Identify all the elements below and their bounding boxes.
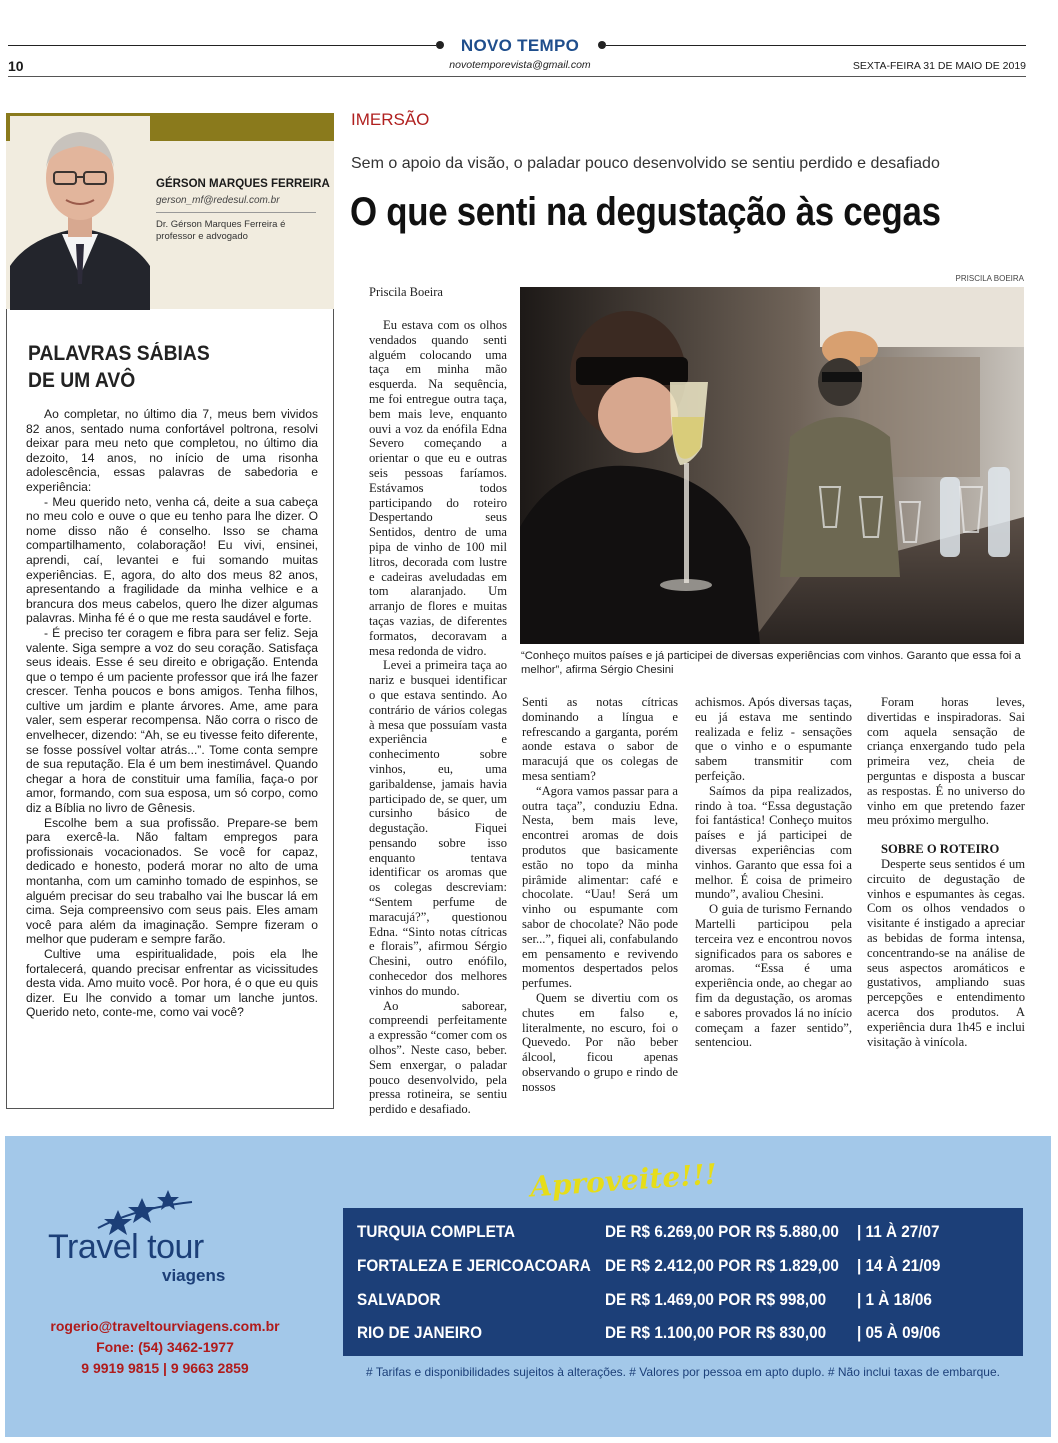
offer-dates: | 11 À 27/07 xyxy=(857,1222,940,1241)
offer-row[interactable] xyxy=(357,1323,1017,1356)
photo-credit: PRISCILA BOEIRA xyxy=(955,274,1024,283)
header-dot-right xyxy=(598,41,606,49)
offer-destination: FORTALEZA E JERICOACOARA xyxy=(357,1256,591,1275)
column-body xyxy=(26,407,318,1020)
offer-row[interactable] xyxy=(357,1290,1017,1323)
offer-dates: | 1 À 18/06 xyxy=(857,1290,932,1309)
author-email[interactable]: gerson_mf@redesul.com.br xyxy=(156,195,280,206)
ad-logo-subtext: viagens xyxy=(162,1266,226,1285)
offer-price: DE R$ 1.469,00 POR R$ 998,00 xyxy=(605,1290,827,1309)
offer-price: DE R$ 6.269,00 POR R$ 5.880,00 xyxy=(605,1222,839,1241)
article-paragraph: “Agora vamos passar para a outra taça”, conduziu Edna. Nesta, bem mais leve, encontrei aromas de dois produtos que basicamente estão no topo da minha pirâmide alimentar: café e chocolate. “Uau! Será um vinho ou espumante com sabor de chocolate? Não pode ser...”, fiquei ali, confabulando em pensamento e revivendo momentos despertados pelos perfumes. xyxy=(522,783,678,991)
promo-title: Aproveite!!! xyxy=(529,1157,719,1204)
offer-destination: TURQUIA COMPLETA xyxy=(357,1222,516,1241)
author-bio: Dr. Gérson Marques Ferreira é professor e advogado xyxy=(156,219,286,242)
article-headline: O que senti na degustação às cegas xyxy=(350,190,941,234)
author-portrait xyxy=(10,116,150,310)
box-heading: SOBRE O ROTEIRO xyxy=(881,842,1000,857)
photo-caption: “Conheço muitos países e já participei de diversas experiências com vinhos. Garanto que essa foi a melhor”, afirma Sérgio Chesini xyxy=(521,650,1021,676)
offer-destination: SALVADOR xyxy=(357,1290,441,1309)
article-paragraph: Quem se divertiu com os chutes em falso e, literalmente, no escuro, foi o Quevedo. Por não beber álcool, ficou apenas observando o grupo e rindo de nossos xyxy=(522,990,678,1094)
offer-dates: | 05 À 09/06 xyxy=(857,1323,941,1342)
ad-mobile[interactable]: 9 9919 9815 | 9 9663 2859 xyxy=(81,1360,249,1376)
column-paragraph: Cultive uma espiritualidade, pois ela lhe fortalecerá, quando precisar enfrentar as vicissitudes desta vida. Amo muito você. Por hora, é o que eu quis dizer. Eu lhe convido a tomar um lanche juntos. Querido neto, conte-me, como vai você? xyxy=(26,946,318,1020)
article-column-2 xyxy=(522,695,678,1095)
column-title-line-1: PALAVRAS SÁBIAS xyxy=(28,342,210,365)
article-paragraph: Ao saborear, compreendi perfeitamente a expressão “comer com os olhos”. Neste caso, beber. Sem enxergar, o paladar pouco desenvolvido, pela pressa rotineira, se sentiu perdido e desafiado. xyxy=(369,998,507,1117)
column-title xyxy=(28,340,295,394)
column-paragraph: Ao completar, no último dia 7, meus bem vividos 82 anos, sentado numa confortável poltrona, resolvi deixar para meu neto que completou, no último dia dezoito, 14 anos, no início de uma risonha adolescência, essas palavras de sabedoria e experiência: xyxy=(26,407,318,494)
ad-email[interactable]: rogerio@traveltourviagens.com.br xyxy=(50,1318,280,1334)
edition-date: SEXTA-FEIRA 31 DE MAIO DE 2019 xyxy=(852,60,1026,72)
newspaper-email[interactable]: novotemporevista@gmail.com xyxy=(449,59,591,71)
ad-contact-block xyxy=(20,1316,310,1379)
header-divider xyxy=(8,76,1026,77)
article-paragraph: Foram horas leves, divertidas e inspiradoras. Sai com aquela sensação de criança enxergando tudo pela primeira vez, cheia de perguntas e disposta a buscar as respostas. É no universo do vinho em que pretendo fazer meu próximo mergulho. xyxy=(867,695,1025,828)
column-title-line-2: DE UM AVÔ xyxy=(28,369,136,392)
page-number: 10 xyxy=(8,58,24,74)
header-rule-right xyxy=(606,45,1026,46)
ad-logo-text: Travel tour xyxy=(48,1228,204,1266)
offer-destination: RIO DE JANEIRO xyxy=(357,1323,482,1342)
article-paragraph: O guia de turismo Fernando Martelli participou pela terceira vez e encontrou novos significados para os sabores e aromas. “Essa é uma experiência onde, ao chegar ao fim da degustação, os aromas e sabores provados lá no início começam a fazer sentido”, sentenciou. xyxy=(695,902,852,1050)
article-column-4 xyxy=(867,695,1025,1049)
article-paragraph: Levei a primeira taça ao nariz e busquei identificar o que estava sentindo. Ao contrário de vários colegas à mesa que possuíam vasta experiência e conhecimento sobre vinhos, eu, uma garibaldense, jamais havia participado de, se quer, um cursinho básico de degustação. Fiquei pensando sobre isso enquanto tentava identificar os aromas que os colegas descreviam: “Sentem perfume de maracujá?”, questionou Edna. “Sinto notas cítricas e florais”, afirmou Sérgio Chesini, outro enófilo, conhecedor dos melhores vinhos do mundo. xyxy=(369,658,507,998)
column-paragraph: Escolhe bem a sua profissão. Prepare-se bem para exercê-la. Não faltam empregos para profissionais vocacionados. Se você for capaz, dedicado e honesto, poderá morar no alto de uma montanha, com um caminho tomado de espinhos, se alguém precisar do seu trabalho vai lhe buscar lá em cima. Seja compreensivo com seus pais. Eles amam você para além da imaginação. Sempre fizeram o melhor que puderam e sempre farão. xyxy=(26,815,318,947)
ad-disclaimer: # Tarifas e disponibilidades sujeitos à alterações. # Valores por pessoa em apto duplo. # Não inclui taxas de embarque. xyxy=(366,1365,1000,1379)
box-paragraph: Desperte seus sentidos é um circuito de degustação de vinhos e espumantes às cegas. Com os olhos vendados o visitante é instigado a apreciar as bebidas de forma intensa, concentrando-se na análise de seus aspectos aromáticos e gustativos, ampliando suas percepções e entendimento acerca dos produtos. A experiência dura 1h45 e inclui visitação à vinícola. xyxy=(867,856,1025,1049)
header-rule-left xyxy=(8,45,436,46)
author-divider xyxy=(156,212,316,213)
offer-dates: | 14 À 21/09 xyxy=(857,1256,941,1275)
author-name: GÉRSON MARQUES FERREIRA xyxy=(156,178,330,190)
offer-row[interactable] xyxy=(357,1256,1017,1289)
newspaper-title: NOVO TEMPO xyxy=(460,36,580,55)
article-column-1 xyxy=(369,318,507,1117)
article-paragraph: Senti as notas cítricas dominando a língua e refrescando a garganta, porém aonde estava o sabor de maracujá que os colegas de mesa sentiam? xyxy=(522,695,678,783)
offer-price: DE R$ 1.100,00 POR R$ 830,00 xyxy=(605,1323,827,1342)
article-subtitle: Sem o apoio da visão, o paladar pouco desenvolvido se sentiu perdido e desafiado xyxy=(351,155,940,172)
column-paragraph: - Meu querido neto, venha cá, deite a sua cabeça no meu colo e ouve o que eu tenho para lhe dizer. O nome disso não é conselho. Isso se chama compartilhamento, colaboração! Eu vivi, ensinei, aprendi, caí, levantei e fui somando muitas experiências. E, agora, do alto dos meus 82 anos, apresentando a fragilidade da minha velhice e a brancura dos meus cabelos, quero lhe dizer algumas palavras. Minha fé é o que me resta saudável e forte. xyxy=(26,494,318,626)
article-paragraph: Saímos da pipa realizados, rindo à toa. “Essa degustação foi fantástica! Conheço muitos países e já participei de diversas experiências com vinhos. Garanto que essa foi a melhor. É coisa de primeiro mundo”, avaliou Chesini. xyxy=(695,783,852,902)
article-column-3 xyxy=(695,695,852,1050)
offer-row[interactable] xyxy=(357,1222,1017,1255)
column-paragraph: - É preciso ter coragem e fibra para ser feliz. Seja valente. Siga sempre a voz do seu coração. Satisfaça seus ideais. Esse é seu direito e obrigação. Entenda que o tempo é um paciente professor que irá lhe fazer crescer. Tenha poucos e bons amigos. Tenha filhos, cultive um jardim e plante árvores. Ame, ame para valer, sem esperar recompensa. Não corra o risco de envelhecer, dizendo: “Ah, se eu tivesse feito diferente, se fosse possível voltar atrás...”. Tome conta sempre de sua reputação. Ela é um bem inestimável. Quando chegar a hora de constituir uma família, faça-o por amor, formando, com sua esposa, um só corpo, como diz a Bíblia no livro de Gênesis. xyxy=(26,625,318,816)
section-label: IMERSÃO xyxy=(351,110,430,129)
wine-tasting-photo xyxy=(520,287,1024,644)
article-paragraph: achismos. Após diversas taças, eu já estava me sentindo realizada e feliz - sensações que o vinho e o espumante sabem transmitir com perfeição. xyxy=(695,695,852,783)
offer-price: DE R$ 2.412,00 POR R$ 1.829,00 xyxy=(605,1256,839,1275)
ad-phone[interactable]: Fone: (54) 3462-1977 xyxy=(96,1339,234,1355)
article-byline: Priscila Boeira xyxy=(369,285,443,299)
article-paragraph: Eu estava com os olhos vendados quando senti alguém colocando uma taça em minha mão esquerda. Na sequência, me foi entregue outra taça, bem mais leve, enquanto ouvi a voz da enófila Edna Severo começando a orientar o que eu e outras seis pessoas faríamos. Estávamos todos participando do roteiro Despertando seus Sentidos, dentro de uma pipa de vinho de 100 mil litros, decorada com lustre e cadeiras aveludadas em tom alaranjado. Um arranjo de flores e muitas taças vazias, de diferentes formatos, decoravam a mesa redonda de vidro. xyxy=(369,318,507,658)
